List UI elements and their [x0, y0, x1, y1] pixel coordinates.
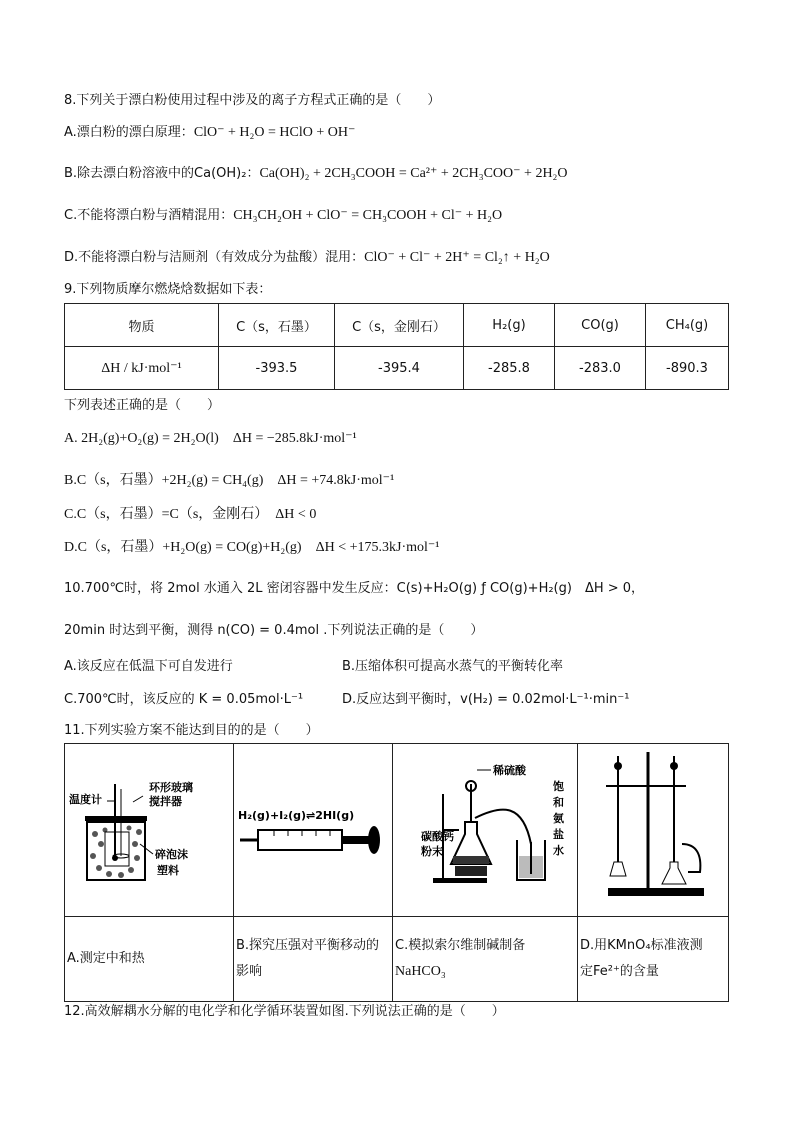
thermometer-label: 温度计 — [69, 793, 102, 806]
q9-value-row — [65, 347, 729, 390]
q11-caption-a — [65, 917, 234, 1002]
caption-c-line1: C.模拟索尔维制碱制备 — [395, 938, 526, 953]
q11-figure-c — [393, 744, 578, 917]
brine-char-2: 和 — [553, 796, 564, 809]
q11-figure-b — [234, 744, 393, 917]
q11-figure-d — [578, 744, 729, 917]
q11-stem: 11.下列实验方案不能达到目的的是（ ） — [64, 723, 319, 738]
brine-char-1: 饱 — [553, 780, 564, 793]
calorimeter-figure — [65, 744, 233, 912]
q11-figure-a — [65, 744, 234, 917]
stirrer-label-2: 搅拌器 — [149, 795, 182, 808]
q8-d-label: D.不能将漂白粉与洁厕剂（有效成分为盐酸）混用： — [64, 250, 365, 265]
q8-option-c — [64, 207, 502, 225]
q9-header-cell: CH₄(g) — [646, 304, 729, 347]
solvay-apparatus-figure — [393, 744, 577, 912]
q9-value-cell: -285.8 — [464, 347, 555, 390]
caption-b-line2: 影响 — [236, 964, 263, 979]
q9-stem: 9.下列物质摩尔燃烧焓数据如下表： — [64, 282, 272, 297]
brine-char-4: 盐 — [553, 828, 564, 841]
q8-b-equation: Ca(OH)₂ + 2CH₃COOH = Ca²⁺ + 2CH₃COO⁻ + 2H₂O — [259, 166, 568, 181]
q11-caption-d — [578, 917, 729, 1002]
q10-stem-line1: 10.700℃时，将 2mol 水通入 2L 密闭容器中发生反应：C(s)+H₂O(g) ƒ CO(g)+H₂(g) ΔH > 0， — [64, 581, 645, 596]
caption-d-line2: 定Fe²⁺的含量 — [580, 964, 659, 979]
caption-d-line1: D.用KMnO₄标准液测 — [580, 938, 703, 953]
q9-header-cell: C（s，石墨） — [219, 304, 335, 347]
q9-ask: 下列表述正确的是（ ） — [64, 398, 221, 413]
reaction-label: H₂(g)+I₂(g)⇌2HI(g) — [238, 809, 355, 822]
q9-option-d: D.C（s，石墨）+H₂O(g) = CO(g)+H₂(g) ΔH < +175.3kJ·mol⁻¹ — [64, 540, 440, 555]
q8-a-label: A.漂白粉的漂白原理： — [64, 125, 194, 140]
q8-b-label: B.除去漂白粉溶液中的Ca(OH)₂： — [64, 166, 260, 181]
q11-caption-c — [393, 917, 578, 1002]
q12-stem: 12.高效解耦水分解的电化学和化学循环装置如图.下列说法正确的是（ ） — [64, 1004, 505, 1019]
q9-value-cell: -395.4 — [335, 347, 464, 390]
foam-label-2: 塑料 — [157, 864, 179, 877]
q9-option-b: B.C（s，石墨）+2H₂(g) = CH₄(g) ΔH = +74.8kJ·mol⁻¹ — [64, 473, 395, 488]
brine-char-3: 氨 — [553, 812, 564, 825]
q8-d-equation: ClO⁻ + Cl⁻ + 2H⁺ = Cl₂↑ + H₂O — [364, 250, 550, 265]
q9-table — [64, 303, 729, 390]
q10-option-b: B.压缩体积可提高水蒸气的平衡转化率 — [342, 659, 564, 674]
q9-option-a: A. 2H₂(g)+O₂(g) = 2H₂O(l) ΔH = −285.8kJ·mol⁻¹ — [64, 431, 357, 446]
q10-option-a: A.该反应在低温下可自发进行 — [64, 659, 233, 674]
q9-header-cell: H₂(g) — [464, 304, 555, 347]
q11-table — [64, 743, 729, 1002]
foam-label-1: 碎泡沫 — [155, 848, 188, 861]
q10-option-d: D.反应达到平衡时，v(H₂) = 0.02mol·L⁻¹·min⁻¹ — [342, 692, 630, 707]
q9-header-cell: C（s，金刚石） — [335, 304, 464, 347]
q9-option-c: C.C（s，石墨）=C（s，金刚石） ΔH < 0 — [64, 507, 317, 522]
stirrer-label-1: 环形玻璃 — [149, 781, 193, 794]
q8-option-b — [64, 165, 568, 183]
q8-c-equation: CH₃CH₂OH + ClO⁻ = CH₃COOH + Cl⁻ + H₂O — [233, 208, 503, 223]
caption-b-line1: B.探究压强对平衡移动的 — [236, 938, 380, 953]
q9-header-cell: CO(g) — [555, 304, 646, 347]
q11-caption-row — [65, 917, 729, 1002]
q11-caption-b — [234, 917, 393, 1002]
syringe-figure — [234, 744, 392, 912]
q11-figure-row — [65, 744, 729, 917]
q9-value-cell: -890.3 — [646, 347, 729, 390]
q8-c-label: C.不能将漂白粉与酒精混用： — [64, 208, 234, 223]
q9-value-cell: -283.0 — [555, 347, 646, 390]
solid-label-1: 碳酸钙 — [421, 830, 454, 843]
q10-option-c: C.700℃时，该反应的 K = 0.05mol·L⁻¹ — [64, 692, 304, 707]
acid-label: 稀硫酸 — [493, 764, 526, 777]
q10-stem-line2: 20min 时达到平衡，测得 n(CO) = 0.4mol .下列说法正确的是（ ） — [64, 623, 484, 638]
brine-char-5: 水 — [553, 844, 564, 857]
q8-stem: 8.下列关于漂白粉使用过程中涉及的离子方程式正确的是（ ） — [64, 93, 441, 108]
solid-label-2: 粉末 — [421, 845, 443, 858]
q8-option-a — [64, 124, 355, 142]
q9-header-row — [65, 304, 729, 347]
q9-header-cell: 物质 — [65, 304, 219, 347]
q9-row-label: ΔH / kJ·mol⁻¹ — [65, 347, 219, 390]
caption-a-text: A.测定中和热 — [67, 951, 145, 966]
q8-a-equation: ClO⁻ + H₂O = HClO + OH⁻ — [193, 125, 356, 140]
caption-c-line2: NaHCO₃ — [395, 964, 446, 979]
titration-figure — [578, 744, 728, 912]
q8-option-d — [64, 249, 550, 267]
q9-value-cell: -393.5 — [219, 347, 335, 390]
